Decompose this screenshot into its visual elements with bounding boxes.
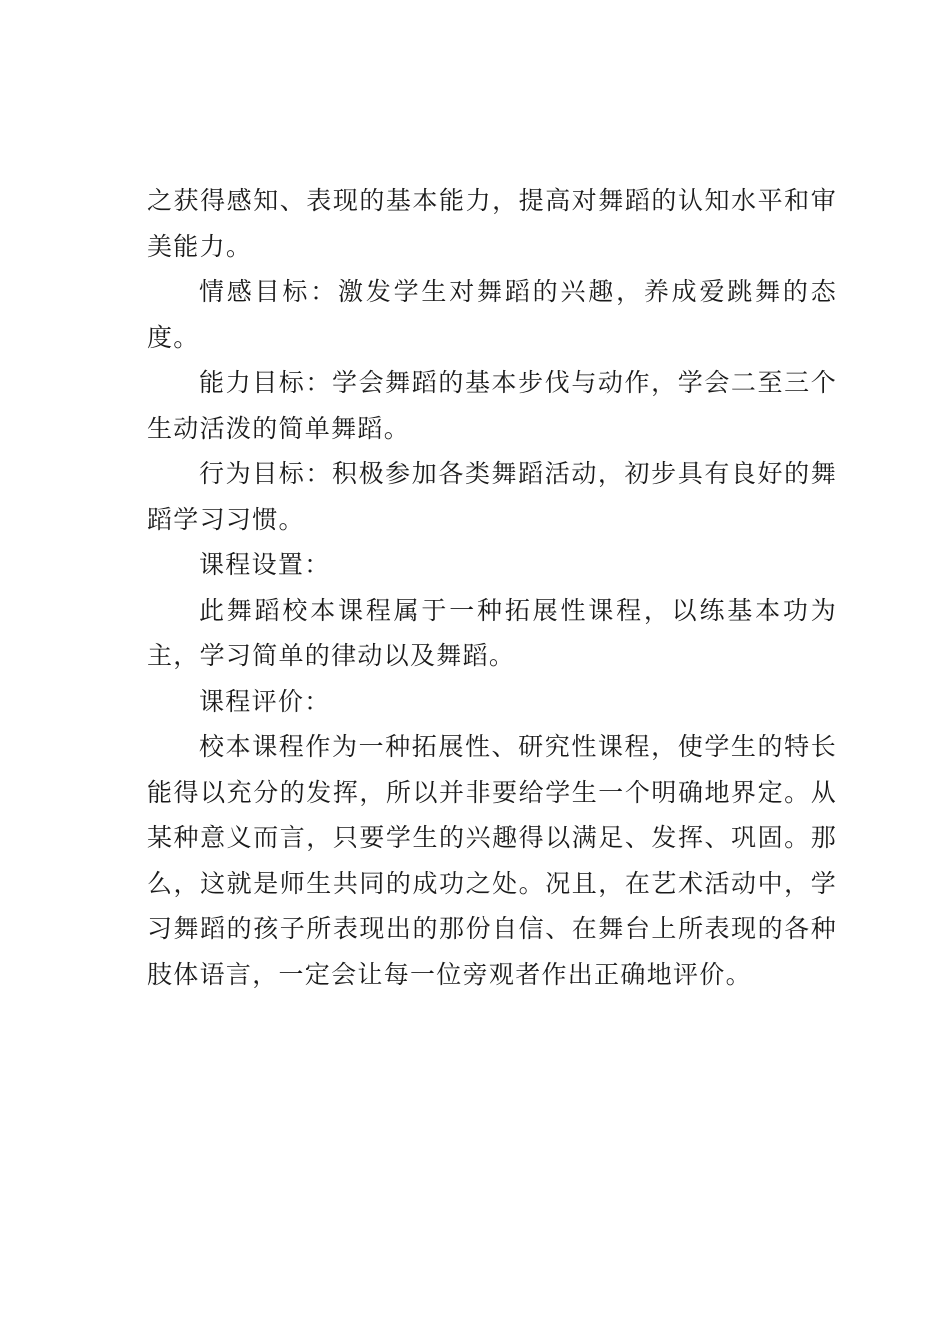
paragraph-emotional-goal: 情感目标：激发学生对舞蹈的兴趣，养成爱跳舞的态度。	[147, 277, 837, 352]
paragraph-continued-text: 之获得感知、表现的基本能力，提高对舞蹈的认知水平和审美能力。	[147, 186, 837, 261]
document-body	[147, 178, 837, 997]
heading-course-setup: 课程设置：	[199, 550, 331, 579]
paragraph-behavior-goal: 行为目标：积极参加各类舞蹈活动，初步具有良好的舞蹈学习习惯。	[147, 459, 837, 534]
heading-course-evaluation: 课程评价：	[199, 686, 331, 716]
paragraph-ability-goal: 能力目标：学会舞蹈的基本步伐与动作，学会二至三个生动活泼的简单舞蹈。	[147, 368, 837, 443]
paragraph-course-setup: 此舞蹈校本课程属于一种拓展性课程，以练基本功为主，学习简单的律动以及舞蹈。	[147, 595, 837, 670]
paragraph-course-evaluation: 校本课程作为一种拓展性、研究性课程，使学生的特长能得以充分的发挥，所以并非要给学生一个明确地界定。从某种意义而言，只要学生的兴趣得以满足、发挥、巩固。那么，这就是师生共同的成功之处。况且，在艺术活动中，学习舞蹈的孩子所表现出的那份自信、在舞台上所表现的各种肢体语言，一定会让每一位旁观者作出正确地评价。	[147, 732, 837, 989]
